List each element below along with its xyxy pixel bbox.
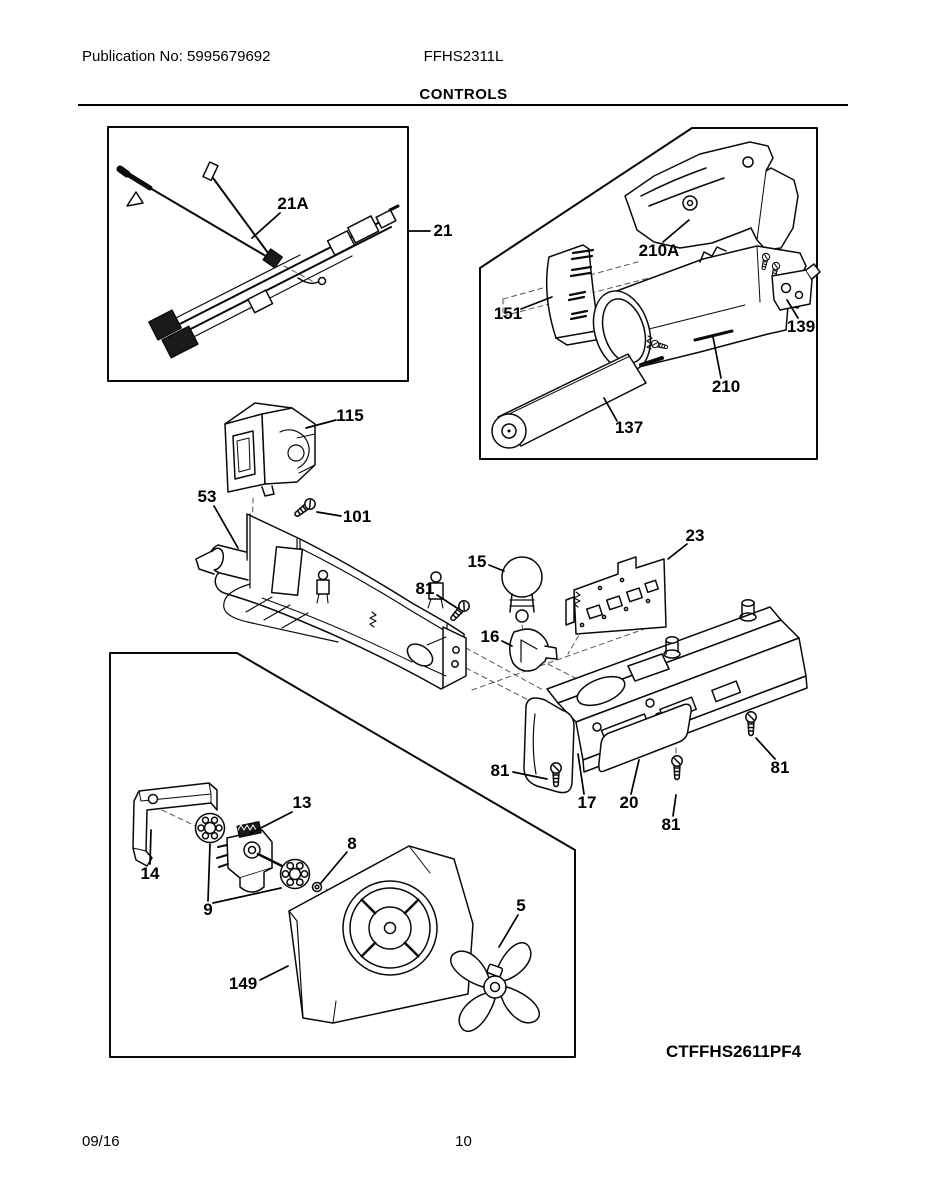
part-callout-21-1: 21 (433, 221, 453, 240)
screw-81-c (672, 756, 682, 780)
part-callout-151-3: 151 (493, 304, 523, 323)
publication-number: Publication No: 5995679692 (82, 48, 271, 65)
part-callout-101-9: 101 (342, 507, 372, 526)
part-callout-115-7: 115 (336, 406, 364, 425)
part-callout-14-19: 14 (140, 864, 160, 883)
part-callout-81-17: 81 (661, 815, 681, 834)
screw-81-a (448, 599, 472, 624)
bushing-9-left (196, 814, 225, 843)
part-callout-81-11: 81 (415, 579, 435, 598)
part-callout-53-8: 53 (197, 487, 217, 506)
screw-81-d (746, 712, 756, 736)
wiring-harness (120, 162, 398, 358)
control-board-23 (566, 557, 666, 634)
part-callout-81-18: 81 (770, 758, 790, 777)
air-duct-53 (196, 514, 466, 689)
part-callout-8-22: 8 (347, 834, 357, 853)
part-callout-9-21: 9 (203, 900, 213, 919)
part-callout-15-10: 15 (467, 552, 487, 571)
variant-label: CTFFHS2611PF4 (666, 1042, 802, 1061)
footer-page-number: 10 (455, 1133, 472, 1150)
screw-101 (292, 497, 317, 520)
model-number: FFHS2311L (423, 48, 504, 65)
section-title: CONTROLS (419, 86, 508, 103)
part-callout-210A-2: 210A (638, 241, 680, 260)
cover-210A (625, 142, 798, 250)
part-callout-149-23: 149 (228, 974, 258, 993)
part-callout-210-5: 210 (711, 377, 741, 396)
part-callout-5-24: 5 (516, 896, 526, 915)
footer-revision-date: 09/16 (82, 1133, 120, 1150)
part-callout-17-15: 17 (577, 793, 597, 812)
part-callout-20-16: 20 (619, 793, 639, 812)
harness-inset-box (108, 127, 408, 381)
part-callout-13-20: 13 (292, 793, 312, 812)
damper-115 (225, 403, 315, 496)
bushing-9-right (281, 860, 310, 889)
part-callout-139-4: 139 (786, 317, 816, 336)
part-callout-21A-0: 21A (277, 194, 309, 213)
fan-shroud-149 (289, 846, 473, 1023)
part-callout-81-14: 81 (490, 761, 510, 780)
light-bulb-15 (502, 557, 542, 622)
part-callout-16-13: 16 (480, 627, 500, 646)
part-callout-23-12: 23 (685, 526, 705, 545)
part-callout-137-6: 137 (614, 418, 644, 437)
